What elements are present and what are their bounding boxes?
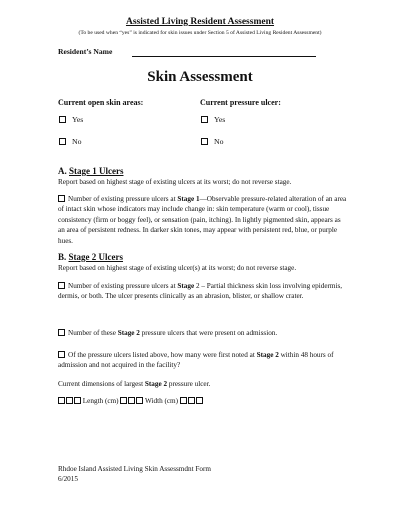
section-a-letter: A.	[58, 166, 67, 176]
pressure-ulcer-yes-checkbox[interactable]	[201, 116, 208, 123]
section-b-item-stage2	[58, 281, 348, 302]
resident-name-label: Resident’s Name	[58, 47, 113, 56]
stage2-text-pre: Number of existing pressure ulcers at	[68, 282, 178, 290]
extra-digit-boxes[interactable]	[180, 397, 203, 404]
width-label: Width (cm)	[145, 397, 179, 405]
section-b-heading	[58, 252, 123, 262]
extra-digit-box[interactable]	[180, 397, 187, 404]
pressure-ulcer-yes-option[interactable]	[201, 115, 225, 124]
stage1-text-pre: Number of existing pressure ulcers at	[68, 195, 178, 203]
form-footer	[58, 464, 211, 484]
width-digit-box[interactable]	[136, 397, 143, 404]
section-a-item	[58, 194, 348, 246]
section-b-item-48hours	[58, 350, 348, 371]
dims-text-pre: Current dimensions of largest	[58, 380, 145, 388]
admission-text-bold: Stage 2	[117, 329, 140, 337]
dims-text-bold: Stage 2	[144, 380, 168, 388]
section-a-instruction: Report based on highest stage of existing ulcers at its worst; do not reverse stage.	[58, 178, 292, 186]
length-digit-box[interactable]	[58, 397, 65, 404]
admission-text-pre: Number of these	[68, 329, 118, 337]
width-digit-box[interactable]	[128, 397, 135, 404]
section-b-title: Stage 2 Ulcers	[68, 252, 123, 262]
admission-text-post: pressure ulcers that were present on admission.	[139, 329, 278, 337]
width-digit-box[interactable]	[120, 397, 127, 404]
extra-digit-box[interactable]	[188, 397, 195, 404]
open-skin-yes-option[interactable]	[59, 115, 83, 124]
stage1-text-post: —Observable pressure-related alteration of an area of intact skin whose indicators may include change in: skin temperature (warm or cool), tissue consistency (firm or boggy feel), or sensation (pain, itching). In lightly pigmented skin, appears as an area of persistent redness. In darker skin tones, may appear with persistent red, blue, or purple hues.	[58, 195, 347, 245]
hours-text-pre: Of the pressure ulcers listed above, how many were first noted at	[68, 351, 257, 359]
open-skin-no-option[interactable]	[59, 137, 82, 146]
length-label: Length (cm)	[82, 397, 119, 405]
open-skin-no-checkbox[interactable]	[59, 138, 66, 145]
section-b-item-admission	[58, 328, 358, 338]
stage2-count-box[interactable]	[58, 282, 65, 289]
section-b-instruction: Report based on highest stage of existing ulcer(s) at its worst; do not reverse stage.	[58, 264, 297, 272]
hours-text-bold: Stage 2	[256, 351, 279, 359]
pressure-ulcer-no-option[interactable]	[201, 137, 224, 146]
open-skin-no-label: No	[72, 137, 82, 146]
pressure-ulcer-yes-label: Yes	[214, 115, 226, 124]
form-header-subtitle: (To be used when “yes” is indicated for skin issues under Section 5 of Assisted Living Resident Assessment)	[78, 30, 322, 36]
length-digit-boxes[interactable]	[58, 397, 81, 404]
stage2-text-bold: Stage	[177, 282, 195, 290]
extra-digit-box[interactable]	[196, 397, 203, 404]
stage2-text-post: 2 – Partial thickness skin loss involving epidermis, dermis, or both. The ulcer presents clinically as an abrasion, blister, or shallow crater.	[58, 282, 343, 301]
open-skin-yes-label: Yes	[72, 115, 84, 124]
footer-date: 6/2015	[58, 475, 78, 483]
section-b-letter: B.	[58, 252, 67, 262]
pressure-ulcer-heading: Current pressure ulcer:	[200, 98, 281, 107]
section-a-title: Stage 1 Ulcers	[69, 166, 124, 176]
footer-form-name: Rhdoe Island Assisted Living Skin Assessmdnt Form	[58, 465, 211, 473]
stage2-admission-box[interactable]	[58, 329, 65, 336]
open-skin-yes-checkbox[interactable]	[59, 116, 66, 123]
stage1-count-box[interactable]	[58, 195, 65, 202]
dimensions-row	[58, 396, 358, 406]
hours-text-post: within 48 hours of admission and not acquired in the facility?	[58, 351, 334, 370]
width-digit-boxes[interactable]	[120, 397, 143, 404]
pressure-ulcer-no-label: No	[214, 137, 224, 146]
resident-name-field[interactable]	[132, 56, 316, 57]
section-a-heading	[58, 166, 123, 176]
dimensions-prompt	[58, 379, 358, 389]
form-header-title: Assisted Living Resident Assessment	[125, 17, 275, 27]
length-digit-box[interactable]	[66, 397, 73, 404]
stage2-48hours-box[interactable]	[58, 351, 65, 358]
open-skin-areas-heading: Current open skin areas:	[58, 98, 144, 107]
page-title: Skin Assessment	[147, 69, 253, 85]
pressure-ulcer-no-checkbox[interactable]	[201, 138, 208, 145]
dims-text-post: pressure ulcer.	[167, 380, 211, 388]
length-digit-box[interactable]	[74, 397, 81, 404]
stage1-text-bold: Stage 1	[177, 195, 200, 203]
